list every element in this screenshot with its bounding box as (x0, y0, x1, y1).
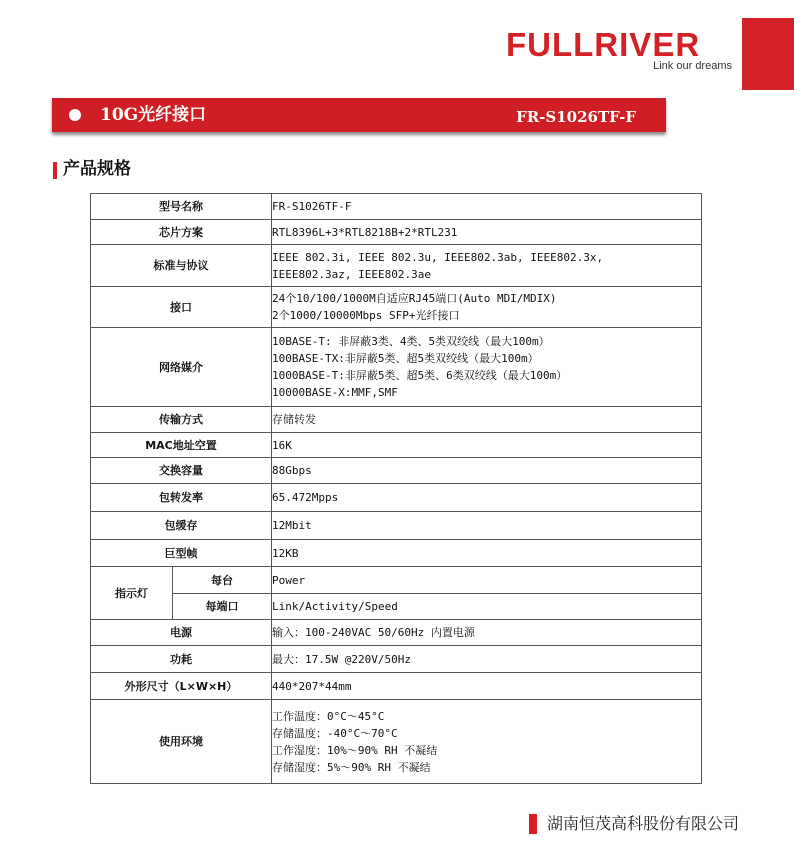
table-row (91, 220, 702, 245)
table-row (91, 287, 702, 328)
table-row (91, 245, 702, 287)
spec-line: 最大：17.5W @220V/50Hz (272, 652, 411, 666)
spec-value (272, 646, 702, 673)
footer-marker (529, 814, 537, 834)
table-row (91, 646, 702, 673)
spec-value (272, 567, 702, 594)
spec-line: RTL8396L+3*RTL8218B+2*RTL231 (272, 225, 458, 239)
bullet-icon (69, 109, 81, 121)
banner-title: 10G光纤接口 (100, 105, 207, 125)
table-row (91, 512, 702, 540)
corner-accent (742, 18, 794, 90)
table-row (91, 594, 702, 620)
table-row (91, 620, 702, 646)
spec-sublabel: 每端口 (173, 594, 272, 620)
spec-label: 传输方式 (91, 407, 272, 433)
spec-value (272, 220, 702, 245)
table-row (91, 458, 702, 484)
spec-line: 100BASE-TX:非屏蔽5类、超5类双绞线（最大100m） (272, 352, 539, 365)
spec-label: 外形尺寸（L×W×H） (91, 673, 272, 700)
spec-value (272, 512, 702, 540)
spec-label: 接口 (91, 287, 272, 328)
spec-label: 包缓存 (91, 512, 272, 540)
table-row (91, 433, 702, 458)
banner-model: FR-S1026TF-F (516, 108, 636, 126)
spec-value (272, 458, 702, 484)
spec-line: 1000BASE-T:非屏蔽5类、超5类、6类双绞线（最大100m） (272, 369, 568, 382)
table-row (91, 673, 702, 700)
spec-line: IEEE802.3az, IEEE802.3ae (272, 267, 431, 281)
spec-label: 指示灯 (91, 567, 173, 620)
spec-line: 存储温度：-40°C～70°C (272, 726, 398, 740)
spec-value (272, 287, 702, 328)
spec-line: 10000BASE-X:MMF,SMF (272, 386, 398, 399)
spec-line: Power (272, 573, 306, 587)
table-row (91, 484, 702, 512)
spec-value (272, 540, 702, 567)
table-row (91, 700, 702, 784)
spec-line: 输入：100-240VAC 50/60Hz 内置电源 (272, 626, 475, 639)
spec-line: 2个1000/10000Mbps SFP+光纤接口 (272, 309, 460, 322)
spec-sublabel: 每台 (173, 567, 272, 594)
spec-line: 440*207*44mm (272, 679, 352, 693)
spec-label: 巨型帧 (91, 540, 272, 567)
section-marker (53, 162, 57, 179)
brand-name: FULLRIVER (506, 26, 701, 63)
spec-value (272, 484, 702, 512)
spec-label: 包转发率 (91, 484, 272, 512)
company-name: 湖南恒茂高科股份有限公司 (547, 814, 740, 833)
spec-label: 型号名称 (91, 194, 272, 220)
brand-logo (506, 28, 738, 78)
spec-value (272, 407, 702, 433)
spec-line: 存储湿度：5%～90% RH 不凝结 (272, 760, 431, 774)
spec-line: 10BASE-T: 非屏蔽3类、4类、5类双绞线（最大100m） (272, 335, 550, 348)
spec-line: 12KB (272, 546, 299, 560)
spec-value (272, 673, 702, 700)
spec-label: 交换容量 (91, 458, 272, 484)
table-row (91, 567, 702, 594)
product-banner (52, 98, 666, 132)
spec-line: 16K (272, 438, 292, 452)
spec-value (272, 700, 702, 784)
spec-line: 工作湿度：10%～90% RH 不凝结 (272, 743, 438, 757)
spec-line: FR-S1026TF-F (272, 200, 352, 213)
table-row (91, 540, 702, 567)
spec-label: 网络媒介 (91, 328, 272, 407)
section-title: 产品规格 (63, 159, 131, 179)
spec-line: 24个10/100/1000M自适应RJ45端口(Auto MDI/MDIX) (272, 292, 557, 305)
spec-value (272, 245, 702, 287)
spec-label: 标准与协议 (91, 245, 272, 287)
spec-value (272, 194, 702, 220)
spec-line: 65.472Mpps (272, 491, 339, 504)
spec-label: 电源 (91, 620, 272, 646)
spec-line: 12Mbit (272, 519, 312, 532)
spec-line: 工作温度：0°C～45°C (272, 709, 385, 723)
spec-line: Link/Activity/Speed (272, 600, 398, 613)
spec-label: 芯片方案 (91, 220, 272, 245)
spec-line: IEEE 802.3i, IEEE 802.3u, IEEE802.3ab, IEEE802.3x, (272, 250, 604, 264)
brand-tagline: Link our dreams (653, 60, 732, 72)
spec-value (272, 433, 702, 458)
spec-value (272, 328, 702, 407)
spec-label: 功耗 (91, 646, 272, 673)
spec-label: 使用环境 (91, 700, 272, 784)
spec-line: 88Gbps (272, 464, 312, 477)
spec-label: MAC地址空置 (91, 433, 272, 458)
table-row (91, 194, 702, 220)
spec-value (272, 620, 702, 646)
spec-table (90, 193, 702, 784)
table-row (91, 328, 702, 407)
spec-line: 存储转发 (272, 413, 316, 426)
table-row (91, 407, 702, 433)
spec-value (272, 594, 702, 620)
